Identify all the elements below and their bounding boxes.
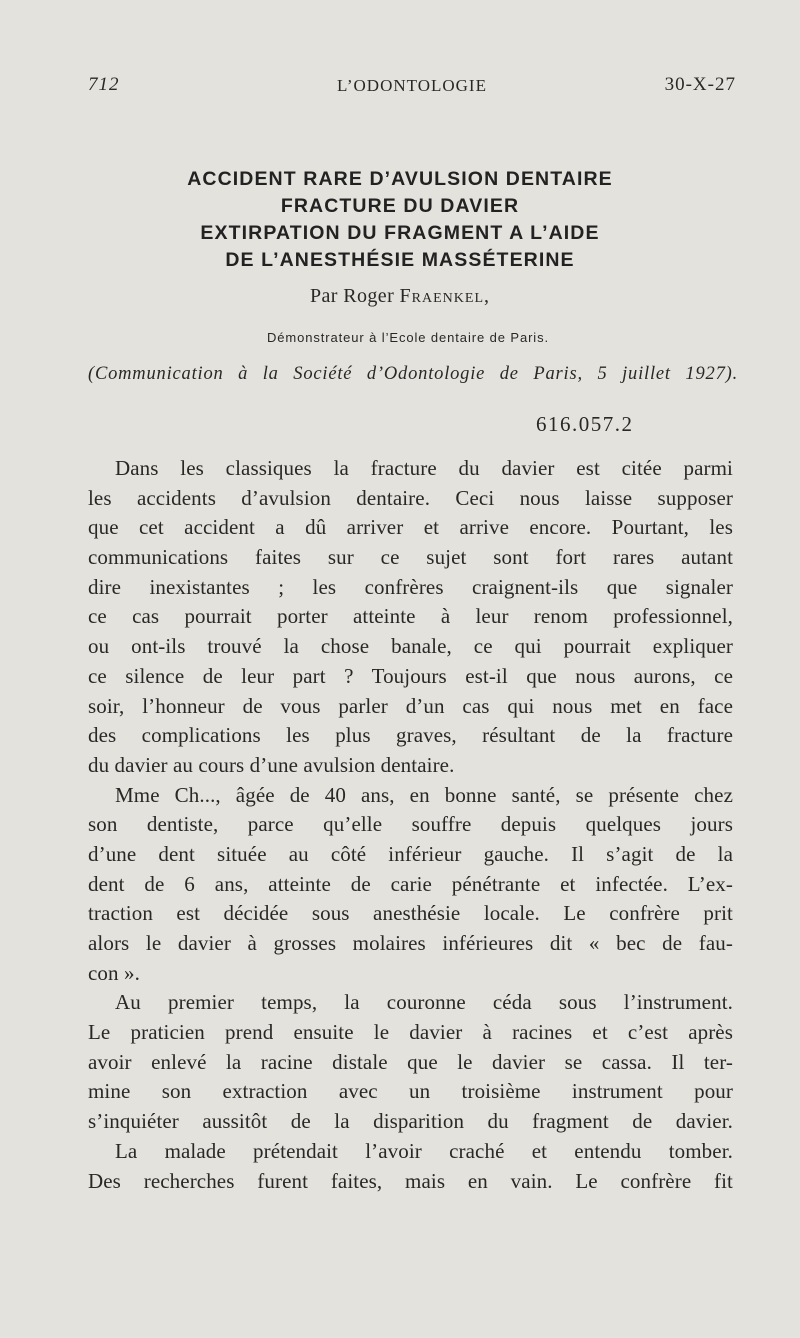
body-line: les accidents d’avulsion dentaire. Ceci nous laisse supposer	[88, 485, 733, 510]
body-line: Des recherches furent faites, mais en vain. Le confrère fit	[88, 1168, 733, 1193]
title-line: FRACTURE DU DAVIER	[280, 195, 520, 217]
body-line: alors le davier à grosses molaires inférieures dit « bec de fau-	[88, 931, 733, 955]
body-line: Dans les classiques la fracture du davier est citée parmi	[115, 456, 733, 480]
author-name: Fraenkel,	[399, 285, 490, 307]
issue-date: 30-X-27	[664, 74, 736, 95]
title-line: ACCIDENT RARE D’AVULSION DENTAIRE	[187, 168, 613, 190]
body-line: soir, l’honneur de vous parler d’un cas qui nous met en face	[88, 693, 733, 718]
body-line: des complications les plus graves, résultant de la fracture	[88, 723, 733, 748]
body-line: Mme Ch..., âgée de 40 ans, en bonne santé, se présente chez	[115, 782, 733, 807]
body-line: La malade prétendait l’avoir craché et entendu tomber.	[115, 1138, 733, 1163]
title-line: EXTIRPATION DU FRAGMENT A L’AIDE	[200, 222, 600, 244]
body-line: ce cas pourrait porter atteinte à leur renom professionnel,	[88, 604, 733, 629]
body-line: du davier au cours d’une avulsion dentaire.	[88, 752, 455, 777]
body-line: traction est décidée sous anesthésie locale. Le confrère prit	[88, 901, 733, 926]
communication-note: (Communication à la Société d’Odontologie de Paris, 5 juillet 1927).	[88, 364, 738, 384]
author-byline	[0, 285, 800, 308]
page-number: 712	[88, 74, 120, 95]
body-line: ou ont-ils trouvé la chose banale, ce qui pourrait expliquer	[88, 634, 733, 659]
title-line: DE L’ANESTHÉSIE MASSÉTERINE	[225, 249, 575, 271]
body-line: avoir enlevé la racine distale que le davier se cassa. Il ter-	[88, 1049, 733, 1074]
body-line: dent de 6 ans, atteinte de carie pénétrante et infectée. L’ex-	[88, 871, 733, 896]
body-line: que cet accident a dû arriver et arrive encore. Pourtant, les	[88, 515, 733, 540]
classification-number: 616.057.2	[536, 412, 634, 436]
body-line: communications faites sur ce sujet sont fort rares autant	[88, 545, 733, 570]
body-line: s’inquiéter aussitôt de la disparition du fragment de davier.	[88, 1109, 733, 1134]
body-line: Au premier temps, la couronne céda sous l’instrument.	[115, 990, 733, 1015]
article-body	[88, 454, 733, 1196]
body-line: Le praticien prend ensuite le davier à racines et c’est après	[88, 1020, 733, 1045]
body-line: con ».	[88, 960, 140, 985]
running-head	[88, 74, 736, 100]
body-line: d’une dent située au côté inférieur gauche. Il s’agit de la	[88, 841, 733, 866]
author-affiliation: Démonstrateur à l’Ecole dentaire de Paris.	[266, 330, 550, 345]
body-line: son dentiste, parce qu’elle souffre depuis quelques jours	[88, 812, 733, 837]
body-line: mine son extraction avec un troisième instrument pour	[88, 1079, 733, 1104]
article-title	[80, 166, 720, 274]
author-prefix: Par Roger	[310, 285, 395, 307]
journal-title: L’ODONTOLOGIE	[337, 76, 487, 95]
body-line: ce silence de leur part ? Toujours est-il que nous aurons, ce	[88, 663, 733, 688]
body-line: dire inexistantes ; les confrères craignent-ils que signaler	[88, 574, 733, 599]
